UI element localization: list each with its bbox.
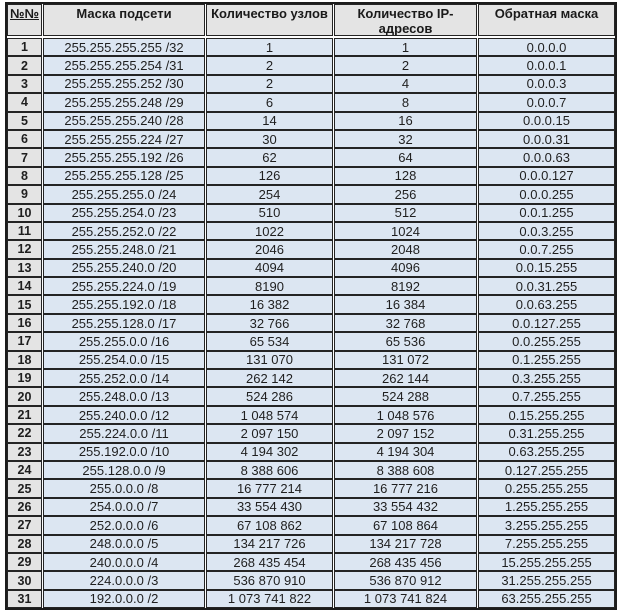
column-header-nodes <box>206 4 333 36</box>
cell-mask: 255.255.255.254 /31 <box>43 56 205 74</box>
cell-mask: 255.255.255.0 /24 <box>43 185 205 203</box>
cell-num: 6 <box>7 130 42 148</box>
cell-num: 21 <box>7 406 42 424</box>
cell-nodes: 62 <box>206 148 333 166</box>
cell-nodes: 8 388 606 <box>206 461 333 479</box>
cell-num: 4 <box>7 93 42 111</box>
cell-wildcard: 0.255.255.255 <box>478 479 615 497</box>
cell-mask: 255.255.252.0 /22 <box>43 222 205 240</box>
cell-ips: 512 <box>334 204 477 222</box>
cell-mask: 192.0.0.0 /2 <box>43 590 205 608</box>
column-header-label: №№ <box>10 6 39 21</box>
cell-mask: 248.0.0.0 /5 <box>43 535 205 553</box>
cell-num: 25 <box>7 479 42 497</box>
cell-mask: 255.255.255.224 /27 <box>43 130 205 148</box>
cell-ips: 1 073 741 824 <box>334 590 477 608</box>
cell-mask: 255.255.255.240 /28 <box>43 112 205 130</box>
subnet-mask-table <box>5 2 617 610</box>
cell-nodes: 30 <box>206 130 333 148</box>
cell-nodes: 262 142 <box>206 369 333 387</box>
cell-ips: 8192 <box>334 277 477 295</box>
cell-mask: 255.0.0.0 /8 <box>43 479 205 497</box>
cell-wildcard: 0.0.0.3 <box>478 75 615 93</box>
cell-wildcard: 0.0.0.0 <box>478 38 615 56</box>
cell-num: 31 <box>7 590 42 608</box>
column-header-wildcard <box>478 4 615 36</box>
cell-nodes: 510 <box>206 204 333 222</box>
cell-wildcard: 1.255.255.255 <box>478 498 615 516</box>
cell-ips: 32 <box>334 130 477 148</box>
cell-ips: 134 217 728 <box>334 535 477 553</box>
cell-num: 10 <box>7 204 42 222</box>
cell-num: 14 <box>7 277 42 295</box>
cell-nodes: 2046 <box>206 240 333 258</box>
cell-wildcard: 0.0.7.255 <box>478 240 615 258</box>
cell-wildcard: 31.255.255.255 <box>478 571 615 589</box>
cell-mask: 255.255.0.0 /16 <box>43 332 205 350</box>
table-body <box>7 38 615 608</box>
cell-nodes: 1 048 574 <box>206 406 333 424</box>
cell-nodes: 2 097 150 <box>206 424 333 442</box>
cell-ips: 33 554 432 <box>334 498 477 516</box>
cell-wildcard: 0.0.255.255 <box>478 332 615 350</box>
cell-wildcard: 0.0.127.255 <box>478 314 615 332</box>
column-header-label: Количество узлов <box>211 6 328 21</box>
cell-mask: 255.255.128.0 /17 <box>43 314 205 332</box>
cell-wildcard: 0.1.255.255 <box>478 351 615 369</box>
cell-nodes: 4094 <box>206 259 333 277</box>
cell-nodes: 16 777 214 <box>206 479 333 497</box>
cell-num: 17 <box>7 332 42 350</box>
cell-ips: 32 768 <box>334 314 477 332</box>
cell-ips: 4 <box>334 75 477 93</box>
cell-nodes: 16 382 <box>206 295 333 313</box>
cell-nodes: 4 194 302 <box>206 443 333 461</box>
cell-nodes: 268 435 454 <box>206 553 333 571</box>
cell-ips: 1 <box>334 38 477 56</box>
cell-nodes: 134 217 726 <box>206 535 333 553</box>
cell-num: 27 <box>7 516 42 534</box>
column-header-num <box>7 4 42 36</box>
cell-mask: 255.254.0.0 /15 <box>43 351 205 369</box>
cell-nodes: 2 <box>206 56 333 74</box>
cell-mask: 255.252.0.0 /14 <box>43 369 205 387</box>
cell-mask: 255.255.255.128 /25 <box>43 167 205 185</box>
cell-num: 5 <box>7 112 42 130</box>
cell-ips: 16 777 216 <box>334 479 477 497</box>
cell-mask: 255.240.0.0 /12 <box>43 406 205 424</box>
cell-mask: 255.248.0.0 /13 <box>43 387 205 405</box>
cell-ips: 1024 <box>334 222 477 240</box>
cell-num: 15 <box>7 295 42 313</box>
cell-nodes: 1 <box>206 38 333 56</box>
cell-ips: 16 <box>334 112 477 130</box>
cell-num: 16 <box>7 314 42 332</box>
cell-wildcard: 0.7.255.255 <box>478 387 615 405</box>
cell-num: 13 <box>7 259 42 277</box>
cell-num: 12 <box>7 240 42 258</box>
cell-num: 7 <box>7 148 42 166</box>
cell-mask: 255.128.0.0 /9 <box>43 461 205 479</box>
cell-wildcard: 0.3.255.255 <box>478 369 615 387</box>
cell-mask: 255.255.248.0 /21 <box>43 240 205 258</box>
cell-ips: 2 097 152 <box>334 424 477 442</box>
cell-wildcard: 0.0.1.255 <box>478 204 615 222</box>
cell-wildcard: 0.15.255.255 <box>478 406 615 424</box>
cell-ips: 67 108 864 <box>334 516 477 534</box>
cell-wildcard: 0.0.0.1 <box>478 56 615 74</box>
cell-wildcard: 0.127.255.255 <box>478 461 615 479</box>
cell-nodes: 14 <box>206 112 333 130</box>
cell-wildcard: 0.0.0.15 <box>478 112 615 130</box>
cell-num: 26 <box>7 498 42 516</box>
cell-mask: 255.255.254.0 /23 <box>43 204 205 222</box>
column-header-label: Обратная маска <box>494 6 599 21</box>
cell-wildcard: 0.0.15.255 <box>478 259 615 277</box>
cell-ips: 64 <box>334 148 477 166</box>
cell-ips: 1 048 576 <box>334 406 477 424</box>
table-header-row <box>7 4 615 36</box>
cell-nodes: 65 534 <box>206 332 333 350</box>
cell-nodes: 1022 <box>206 222 333 240</box>
column-header-label: Количество IP-адресов <box>357 6 454 36</box>
cell-wildcard: 0.0.0.31 <box>478 130 615 148</box>
cell-mask: 240.0.0.0 /4 <box>43 553 205 571</box>
cell-mask: 255.255.255.252 /30 <box>43 75 205 93</box>
column-header-mask <box>43 4 205 36</box>
cell-num: 8 <box>7 167 42 185</box>
cell-mask: 255.255.255.248 /29 <box>43 93 205 111</box>
cell-nodes: 67 108 862 <box>206 516 333 534</box>
cell-mask: 255.192.0.0 /10 <box>43 443 205 461</box>
cell-nodes: 6 <box>206 93 333 111</box>
cell-num: 9 <box>7 185 42 203</box>
cell-ips: 256 <box>334 185 477 203</box>
cell-wildcard: 0.0.0.127 <box>478 167 615 185</box>
cell-mask: 224.0.0.0 /3 <box>43 571 205 589</box>
cell-ips: 16 384 <box>334 295 477 313</box>
cell-wildcard: 7.255.255.255 <box>478 535 615 553</box>
column-header-ips <box>334 4 477 36</box>
cell-wildcard: 0.0.31.255 <box>478 277 615 295</box>
cell-mask: 255.255.240.0 /20 <box>43 259 205 277</box>
cell-ips: 65 536 <box>334 332 477 350</box>
cell-nodes: 131 070 <box>206 351 333 369</box>
cell-nodes: 32 766 <box>206 314 333 332</box>
cell-wildcard: 63.255.255.255 <box>478 590 615 608</box>
cell-wildcard: 0.31.255.255 <box>478 424 615 442</box>
cell-mask: 255.224.0.0 /11 <box>43 424 205 442</box>
cell-wildcard: 0.0.3.255 <box>478 222 615 240</box>
cell-mask: 255.255.192.0 /18 <box>43 295 205 313</box>
cell-num: 22 <box>7 424 42 442</box>
cell-nodes: 536 870 910 <box>206 571 333 589</box>
cell-wildcard: 0.0.0.7 <box>478 93 615 111</box>
cell-mask: 255.255.255.255 /32 <box>43 38 205 56</box>
cell-wildcard: 3.255.255.255 <box>478 516 615 534</box>
cell-ips: 536 870 912 <box>334 571 477 589</box>
cell-wildcard: 0.63.255.255 <box>478 443 615 461</box>
cell-nodes: 2 <box>206 75 333 93</box>
cell-wildcard: 15.255.255.255 <box>478 553 615 571</box>
cell-num: 23 <box>7 443 42 461</box>
cell-nodes: 8190 <box>206 277 333 295</box>
cell-nodes: 254 <box>206 185 333 203</box>
cell-num: 24 <box>7 461 42 479</box>
cell-mask: 255.255.224.0 /19 <box>43 277 205 295</box>
cell-ips: 524 288 <box>334 387 477 405</box>
cell-num: 20 <box>7 387 42 405</box>
cell-num: 2 <box>7 56 42 74</box>
cell-mask: 254.0.0.0 /7 <box>43 498 205 516</box>
cell-mask: 255.255.255.192 /26 <box>43 148 205 166</box>
cell-ips: 262 144 <box>334 369 477 387</box>
cell-ips: 2 <box>334 56 477 74</box>
cell-ips: 8 <box>334 93 477 111</box>
cell-ips: 4 194 304 <box>334 443 477 461</box>
cell-wildcard: 0.0.63.255 <box>478 295 615 313</box>
cell-wildcard: 0.0.0.255 <box>478 185 615 203</box>
cell-ips: 4096 <box>334 259 477 277</box>
cell-ips: 131 072 <box>334 351 477 369</box>
column-header-label: Маска подсети <box>76 6 172 21</box>
cell-nodes: 524 286 <box>206 387 333 405</box>
cell-num: 28 <box>7 535 42 553</box>
cell-ips: 2048 <box>334 240 477 258</box>
cell-nodes: 126 <box>206 167 333 185</box>
cell-mask: 252.0.0.0 /6 <box>43 516 205 534</box>
cell-num: 3 <box>7 75 42 93</box>
cell-nodes: 33 554 430 <box>206 498 333 516</box>
cell-num: 18 <box>7 351 42 369</box>
cell-ips: 128 <box>334 167 477 185</box>
cell-num: 19 <box>7 369 42 387</box>
cell-wildcard: 0.0.0.63 <box>478 148 615 166</box>
cell-num: 29 <box>7 553 42 571</box>
cell-nodes: 1 073 741 822 <box>206 590 333 608</box>
cell-num: 11 <box>7 222 42 240</box>
cell-ips: 8 388 608 <box>334 461 477 479</box>
cell-num: 1 <box>7 38 42 56</box>
cell-num: 30 <box>7 571 42 589</box>
cell-ips: 268 435 456 <box>334 553 477 571</box>
